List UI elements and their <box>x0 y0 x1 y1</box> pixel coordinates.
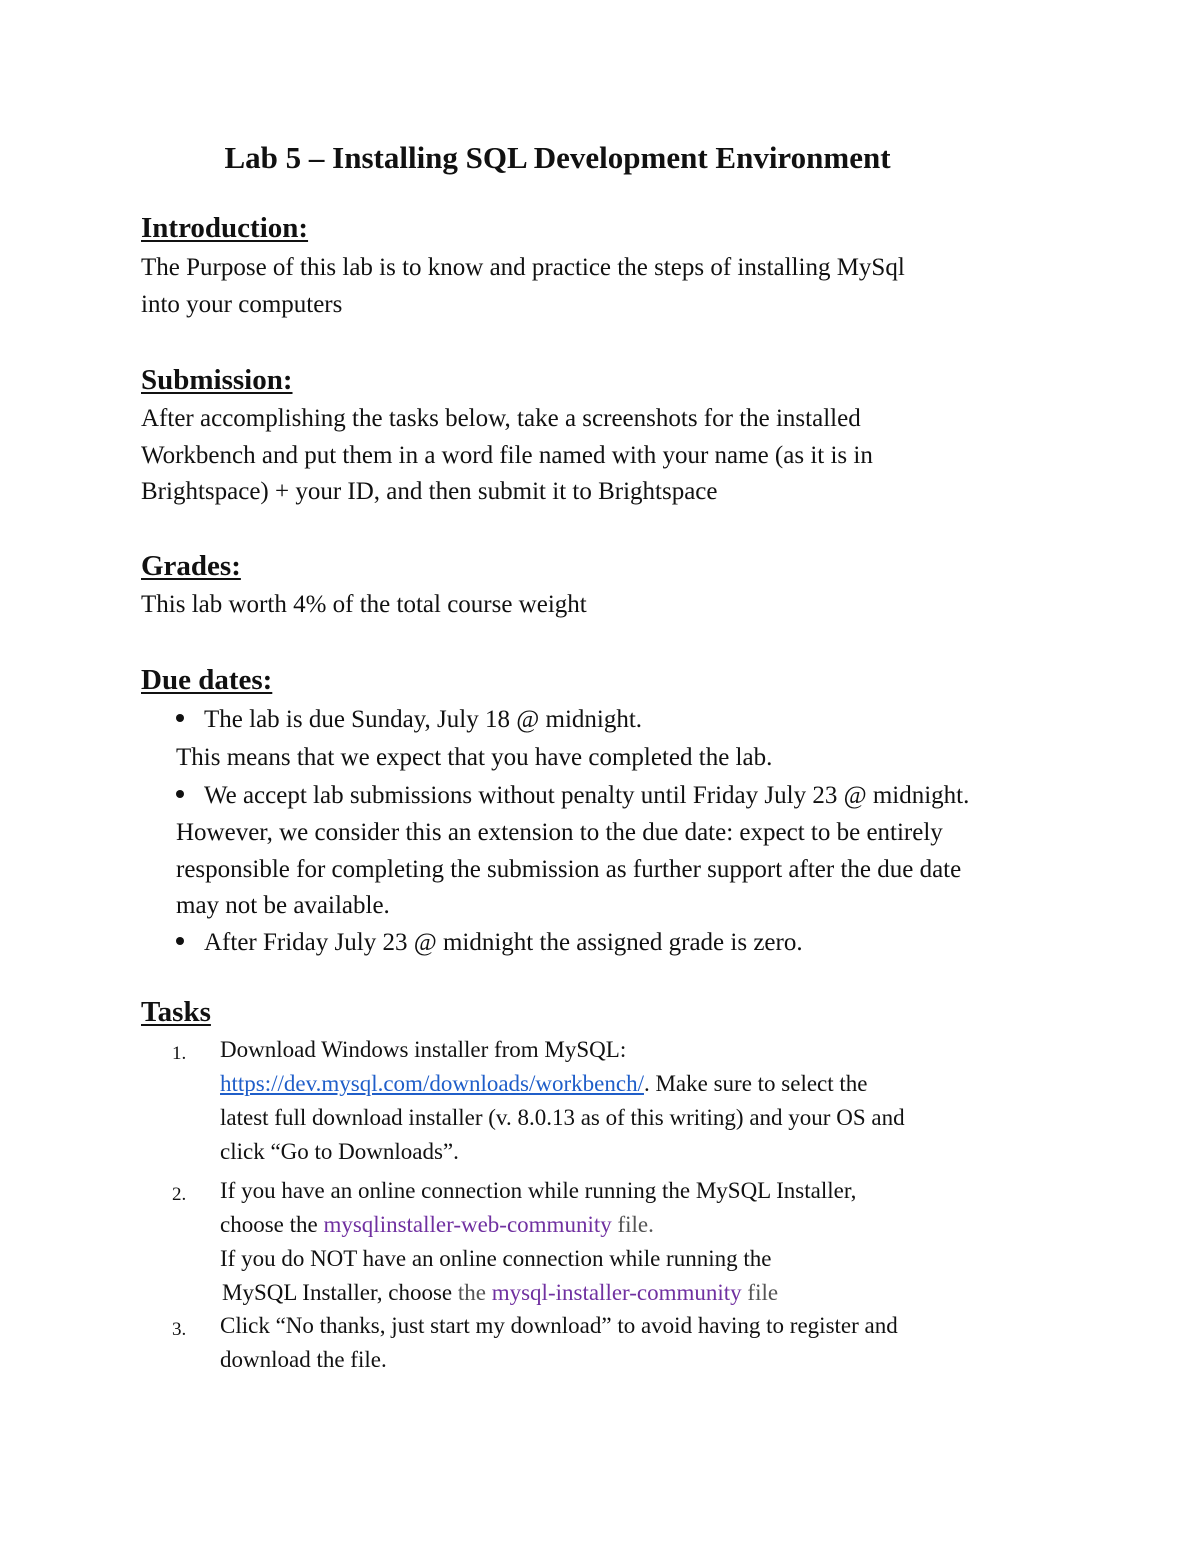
task-2-line-2-suffix: file. <box>611 1212 654 1237</box>
bullet-icon <box>176 937 184 945</box>
task-3-number: 3. <box>172 1319 187 1340</box>
submission-line-2: Workbench and put them in a word file named with your name (as it is in <box>141 442 873 469</box>
due-bullet-2-note-2: responsible for completing the submission as further support after the due date <box>176 856 962 883</box>
tasks-heading: Tasks <box>141 996 211 1028</box>
due-bullet-3 <box>176 929 803 957</box>
bullet-icon <box>176 790 184 798</box>
due-bullet-1 <box>176 706 642 734</box>
task-1-line-2 <box>220 1071 868 1097</box>
grades-text: This lab worth 4% of the total course weight <box>141 591 587 618</box>
submission-heading: Submission: <box>141 364 293 396</box>
task-2-line-2 <box>220 1212 654 1238</box>
task-2-line-4-prefix: MySQL Installer, choose <box>222 1280 458 1305</box>
grades-heading: Grades: <box>141 550 241 582</box>
web-installer-file-name: mysqlinstaller-web-community <box>323 1212 612 1237</box>
due-bullet-2-note-1: However, we consider this an extension to the due date: expect to be entirely <box>176 819 943 846</box>
task-3-line-2: download the file. <box>220 1347 387 1372</box>
bullet-icon <box>176 714 184 722</box>
task-2-line-1: If you have an online connection while running the MySQL Installer, <box>220 1178 857 1203</box>
due-bullet-2-note-3: may not be available. <box>176 892 390 919</box>
task-1-line-4: click “Go to Downloads”. <box>220 1139 459 1164</box>
task-2-line-2-prefix: choose the <box>220 1212 324 1237</box>
task-1-line-3: latest full download installer (v. 8.0.13 as of this writing) and your OS and <box>220 1105 905 1130</box>
task-3-line-1: Click “No thanks, just start my download” to avoid having to register and <box>220 1313 898 1338</box>
due-dates-heading: Due dates: <box>141 664 273 696</box>
task-2-number: 2. <box>172 1184 187 1205</box>
workbench-download-link[interactable]: https://dev.mysql.com/downloads/workbench/ <box>220 1071 644 1096</box>
offline-installer-file-name: mysql-installer-community <box>491 1280 742 1305</box>
due-bullet-2 <box>176 782 969 810</box>
task-2-line-3: If you do NOT have an online connection while running the <box>220 1246 772 1271</box>
task-2-line-4 <box>222 1280 778 1306</box>
due-bullet-1-text: The lab is due Sunday, July 18 @ midnight. <box>204 706 643 733</box>
introduction-line-1: The Purpose of this lab is to know and practice the steps of installing MySql <box>141 254 905 281</box>
due-bullet-3-text: After Friday July 23 @ midnight the assigned grade is zero. <box>204 929 803 956</box>
task-1-line-2-suffix: . Make sure to select the <box>643 1071 868 1096</box>
submission-line-3: Brightspace) + your ID, and then submit it to Brightspace <box>141 478 718 505</box>
task-2-line-4-suffix: file <box>741 1280 779 1305</box>
task-1-number: 1. <box>172 1043 187 1064</box>
due-bullet-1-note: This means that we expect that you have completed the lab. <box>176 744 773 771</box>
task-2-line-4-the: the <box>457 1280 492 1305</box>
introduction-line-2: into your computers <box>141 291 343 318</box>
due-bullet-2-text: We accept lab submissions without penalty until Friday July 23 @ midnight. <box>204 782 970 809</box>
task-1-line-1: Download Windows installer from MySQL: <box>220 1037 627 1062</box>
document-title: Lab 5 – Installing SQL Development Environment <box>224 140 891 175</box>
introduction-heading: Introduction: <box>141 212 309 244</box>
submission-line-1: After accomplishing the tasks below, take a screenshots for the installed <box>141 405 861 432</box>
